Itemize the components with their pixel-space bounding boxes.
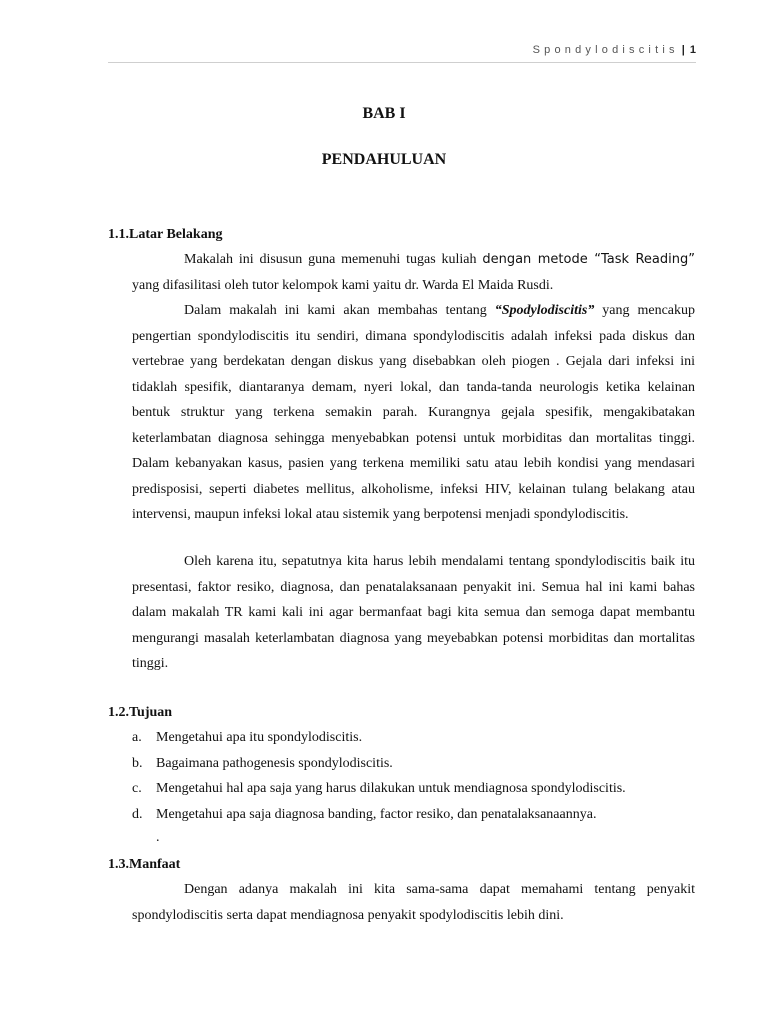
section-heading-manfaat: 1.3.Manfaat xyxy=(108,857,181,872)
header-rule xyxy=(108,62,696,63)
definition-term: “Spodylodiscitis” xyxy=(494,303,595,318)
section-heading-tujuan: 1.2.Tujuan xyxy=(108,705,173,720)
definition-text-body: yang mencakup pengertian spondylodiscitis itu sendiri, dimana spondylodiscitis adalah infeksi pada diskus dan vertebrae yang berdekatan dengan diskus yang disebabkan oleh piogen . Gejala dari infeksi ini tidaklah spesifik, diantaranya demam, nyeri lokal, dan tanda-tanda neurologis ketika kelainan bentuk struktur yang terkena semakin parah. Kurangnya gejala spesifik, mengakibatakan keterlambatan diagnosa sehingga menyebabkan potensi untuk morbiditas dan mortalitas tinggi. Dalam kebanyakan kasus, pasien yang terkena memiliki satu atau lebih kondisi yang mendasari predisposisi, seperti diabetes mellitus, alkoholisme, infeksi HIV, kelainan tulang belakang atau intervensi, maupun infeksi lokal atau sistemik yang berpotensi menjadi spondylodiscitis. xyxy=(132,303,696,522)
list-marker: c. xyxy=(132,781,142,796)
list-item-text: Mengetahui hal apa saja yang harus dilakukan untuk mendiagnosa spondylodiscitis. xyxy=(156,781,626,796)
page-number: 1 xyxy=(689,44,696,56)
list-item xyxy=(132,802,695,828)
conclusion-text: Oleh karena itu, sepatutnya kita harus lebih mendalami tentang spondylodiscitis baik itu presentasi, faktor resiko, diagnosa, dan penatalaksanaan penyakit ini. Semua hal ini kami bahas dalam makalah TR kami kali ini agar bermanfaat bagi kita semua dan semoga dapat membantu mengurangi masalah keterlambatan diagnosa yang meyebabkan potensi morbiditas dan mortalitas tinggi. xyxy=(132,554,695,671)
intro-method: dengan metode “Task Reading” xyxy=(482,252,695,267)
list-item-text: Mengetahui apa itu spondylodiscitis. xyxy=(156,730,363,745)
list-marker: b. xyxy=(132,755,143,771)
list-item-text: Bagaimana pathogenesis spondylodiscitis. xyxy=(156,755,393,771)
intro-text-start: Makalah ini disusun guna memenuhi tugas kuliah xyxy=(184,252,483,267)
list-marker: d. xyxy=(132,806,143,822)
chapter-title: BAB I xyxy=(362,105,406,122)
definition-text-start: Dalam makalah ini kami akan membahas tentang xyxy=(184,303,495,318)
paragraph-benefit xyxy=(132,877,695,928)
objectives-list xyxy=(132,725,695,827)
chapter-heading: PENDAHULUAN xyxy=(321,151,447,168)
trailing-dot: . xyxy=(156,830,160,845)
paragraph-intro xyxy=(132,247,695,298)
paragraph-conclusion xyxy=(132,549,695,677)
list-item xyxy=(132,725,695,751)
header-separator: | xyxy=(681,44,685,56)
list-marker: a. xyxy=(132,730,142,745)
intro-text-end: yang difasilitasi oleh tutor kelompok kami yaitu dr. Warda El Maida Rusdi. xyxy=(132,277,554,293)
running-header xyxy=(533,44,696,56)
list-item xyxy=(132,751,695,777)
paragraph-definition xyxy=(132,298,695,528)
benefit-text: Dengan adanya makalah ini kita sama-sama dapat memahami tentang penyakit spondylodiscitis serta dapat mendiagnosa penyakit spodylodiscitis lebih dini. xyxy=(132,882,695,923)
section-heading-latar-belakang: 1.1.Latar Belakang xyxy=(108,227,223,242)
list-item-text: Mengetahui apa saja diagnosa banding, factor resiko, dan penatalaksanaannya. xyxy=(156,806,597,822)
running-title: Spondylodiscitis xyxy=(532,44,679,56)
list-item xyxy=(132,776,695,802)
